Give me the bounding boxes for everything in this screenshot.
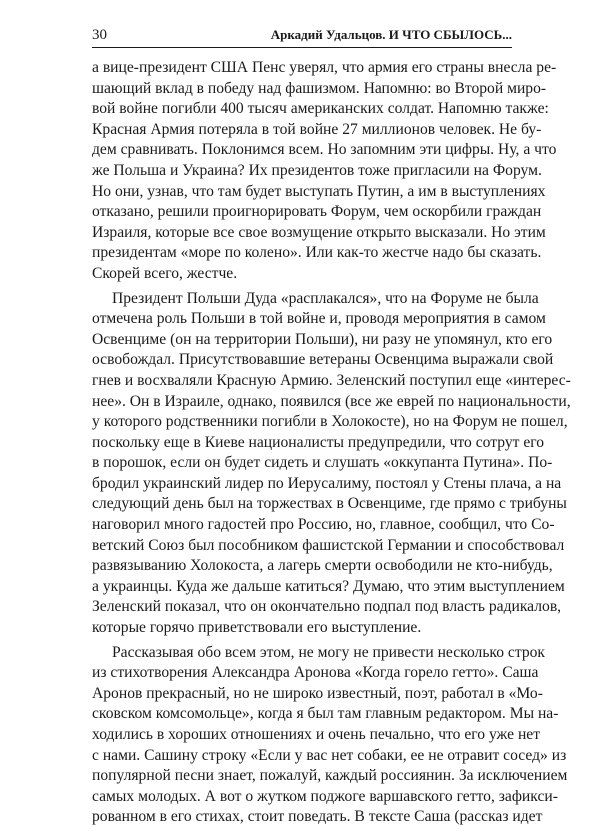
text-line: развязыванию Холокоста, а лагерь смерти освободили не кто-нибудь, — [92, 557, 553, 575]
text-line: ходились в хороших отношениях и очень печально, что его уже нет — [92, 726, 541, 743]
text-line: Освенциме (он на территории Польши), ни разу не упомянул, кто его — [92, 330, 553, 348]
text-line: Аронов прекрасный, но не широко известный, поэт, работал в «Мо- — [92, 684, 543, 702]
paragraph — [92, 643, 568, 828]
running-head — [92, 26, 512, 48]
text-line: сковском комсомольце», когда я был там главным редактором. Мы на- — [92, 705, 559, 723]
text-line: из стихотворения Александра Аронова «Когда горело гетто». Саша — [92, 664, 539, 682]
text-line: а вице-президент США Пенс уверял, что армия его страны внесла ре- — [92, 59, 557, 76]
text-line: вой войне погибли 400 тысяч американских солдат. Напомню также: — [92, 100, 549, 118]
text-line: следующий день был на торжествах в Освенциме, где прямо с трибуны — [92, 495, 567, 513]
text-line: бродил украинский лидер по Иерусалиму, постоял у Стены плача, а на — [92, 474, 562, 492]
text-line: в порошок, если он будет сидеть и слушать «оккупанта Путина». По- — [92, 454, 553, 472]
text-line: Зеленский показал, что он окончательно подпал под власть радикалов, — [92, 598, 562, 616]
text-line: ветский Союз был пособником фашистской Германии и способствовал — [92, 536, 565, 554]
text-line: шающий вклад в победу над фашизмом. Напомню: во Второй миро- — [92, 79, 547, 97]
page-number: 30 — [92, 27, 107, 43]
text-line: а украинцы. Куда же дальше катиться? Думаю, что этим выступлением — [92, 577, 565, 595]
text-line: Израиля, которые все свое возмущение открыто высказали. Но этим — [92, 223, 546, 241]
text-line: которые горячо приветствовали его выступление. — [92, 619, 422, 637]
text-line: президентам «море по колено». Или как-то жестче надо бы сказать. — [92, 244, 542, 262]
text-line: популярной песни знает, пожалуй, каждый россиянин. За исключением — [92, 767, 568, 785]
text-line: Президент Польши Дуда «расплакался», что на Форуме не была — [112, 289, 539, 307]
text-line: Рассказывая обо всем этом, не могу не привести несколько строк — [112, 643, 545, 661]
text-line: поскольку еще в Киеве националисты предупредили, что сотрут его — [92, 433, 545, 451]
text-line: Скорей всего, жестче. — [92, 264, 238, 282]
text-line: отмечена роль Польши в той войне и, проводя мероприятия в самом — [92, 310, 546, 328]
header-rule — [92, 47, 512, 48]
paragraph — [92, 289, 571, 639]
text-line: освобождал. Присутствовавшие ветераны Освенцима выражали свой — [92, 351, 554, 369]
text-line: нее». Он в Израиле, однако, появился (все же еврей по национальности, — [92, 392, 571, 410]
text-line: рованном в его стихах, стоит поведать. В тексте Саша (рассказ идет — [92, 808, 543, 826]
text-line: же Польша и Украина? Их президентов тоже пригласили на Форум. — [92, 161, 542, 179]
text-line: самых молодых. А вот о жутком поджоге варшавского гетто, зафикси- — [92, 787, 558, 805]
text-line: гнев и восхваляли Красную Армию. Зеленский поступил еще «интерес- — [92, 371, 571, 389]
body-text — [92, 58, 571, 832]
text-line: Красная Армия потеряла в той войне 27 миллионов человек. Не бу- — [92, 120, 542, 138]
text-line: наговорил много гадостей про Россию, но, главное, сообщил, что Со- — [92, 516, 555, 534]
text-line: Но они, узнав, что там будет выступать Путин, а им в выступлениях — [92, 182, 546, 200]
running-title: Аркадий Удальцов. И ЧТО СБЫЛОСЬ... — [270, 27, 512, 42]
text-line: дем сравнивать. Поклонимся всем. Но запомним эти цифры. Ну, а что — [92, 141, 557, 159]
paragraph — [92, 58, 557, 285]
text-line: отказано, решили проигнорировать Форум, чем оскорбили граждан — [92, 203, 542, 221]
text-line: с нами. Сашину строку «Если у вас нет собаки, ее не отравит сосед» из — [92, 746, 567, 764]
text-line: у которого родственники погибли в Холокосте), но на Форум не пошел, — [92, 413, 568, 431]
